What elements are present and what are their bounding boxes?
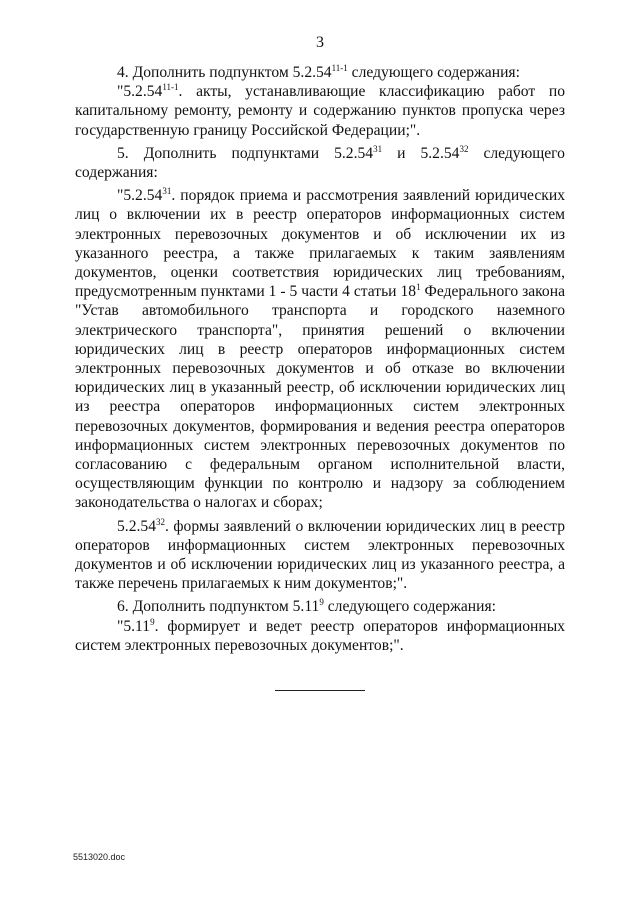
item-4-quote: "5.2.54$^{11-1}$. акты, устанавливающие классификацию работ по капитальному ремонту, ремонту и содержанию пунктов пропуска через государственную границу Российской Федерации;". [75,82,565,139]
footer-filename: 5513020.doc [73,852,126,862]
item-5-intro: 5. Дополнить подпунктами 5.2.54$^{31}$ и 5.2.54$^{32}$ следующего содержания: [75,143,565,182]
end-divider-line [275,690,365,691]
item-6-intro: 6. Дополнить подпунктом 5.11$^9$ следующего содержания: [117,597,496,616]
document-body [75,63,565,655]
item-5-subpoint-31: "5.2.54$^{31}$. порядок приема и рассмотрения заявлений юридических лиц о включении их в реестр операторов информационных систем электронных перевозочных документов и об исключении их из указанного реестра, а также прилагаемых к таким заявлениям документов, оценки соответствия юридических лиц требованиям, предусмотренным пунктами 1 - 5 части 4 статьи $18^1$ Федерального закона "Устав автомобильного транспорта и городского наземного электрического транспорта", принятия решений о включении юридических лиц в реестр операторов информационных систем электронных перевозочных документов и об отказе во включении юридических лиц в указанный реестр, об исключении юридических лиц из реестра операторов информационных систем электронных перевозочных документов, формирования и ведения реестра операторов информационных систем электронных перевозочных документов по согласованию с федеральным органом исполнительной власти, осуществляющим функции по контролю и надзору за соблюдением законодательства о налогах и сборах; [75,186,565,512]
page-number: 3 [316,34,324,51]
item-5-subpoint-32: 5.2.54$^{32}$. формы заявлений о включении юридических лиц в реестр операторов информационных систем электронных перевозочных документов и об исключении юридических лиц из указанного реестра, а также перечень прилагаемых к ним документов;". [75,516,565,593]
item-6-quote: "5.11$^9$. формирует и ведет реестр операторов информационных систем электронных перевозочных документов;". [75,616,565,654]
item-4-intro: 4. Дополнить подпунктом 5.2.54$^{11-1}$ следующего содержания: [117,63,520,81]
